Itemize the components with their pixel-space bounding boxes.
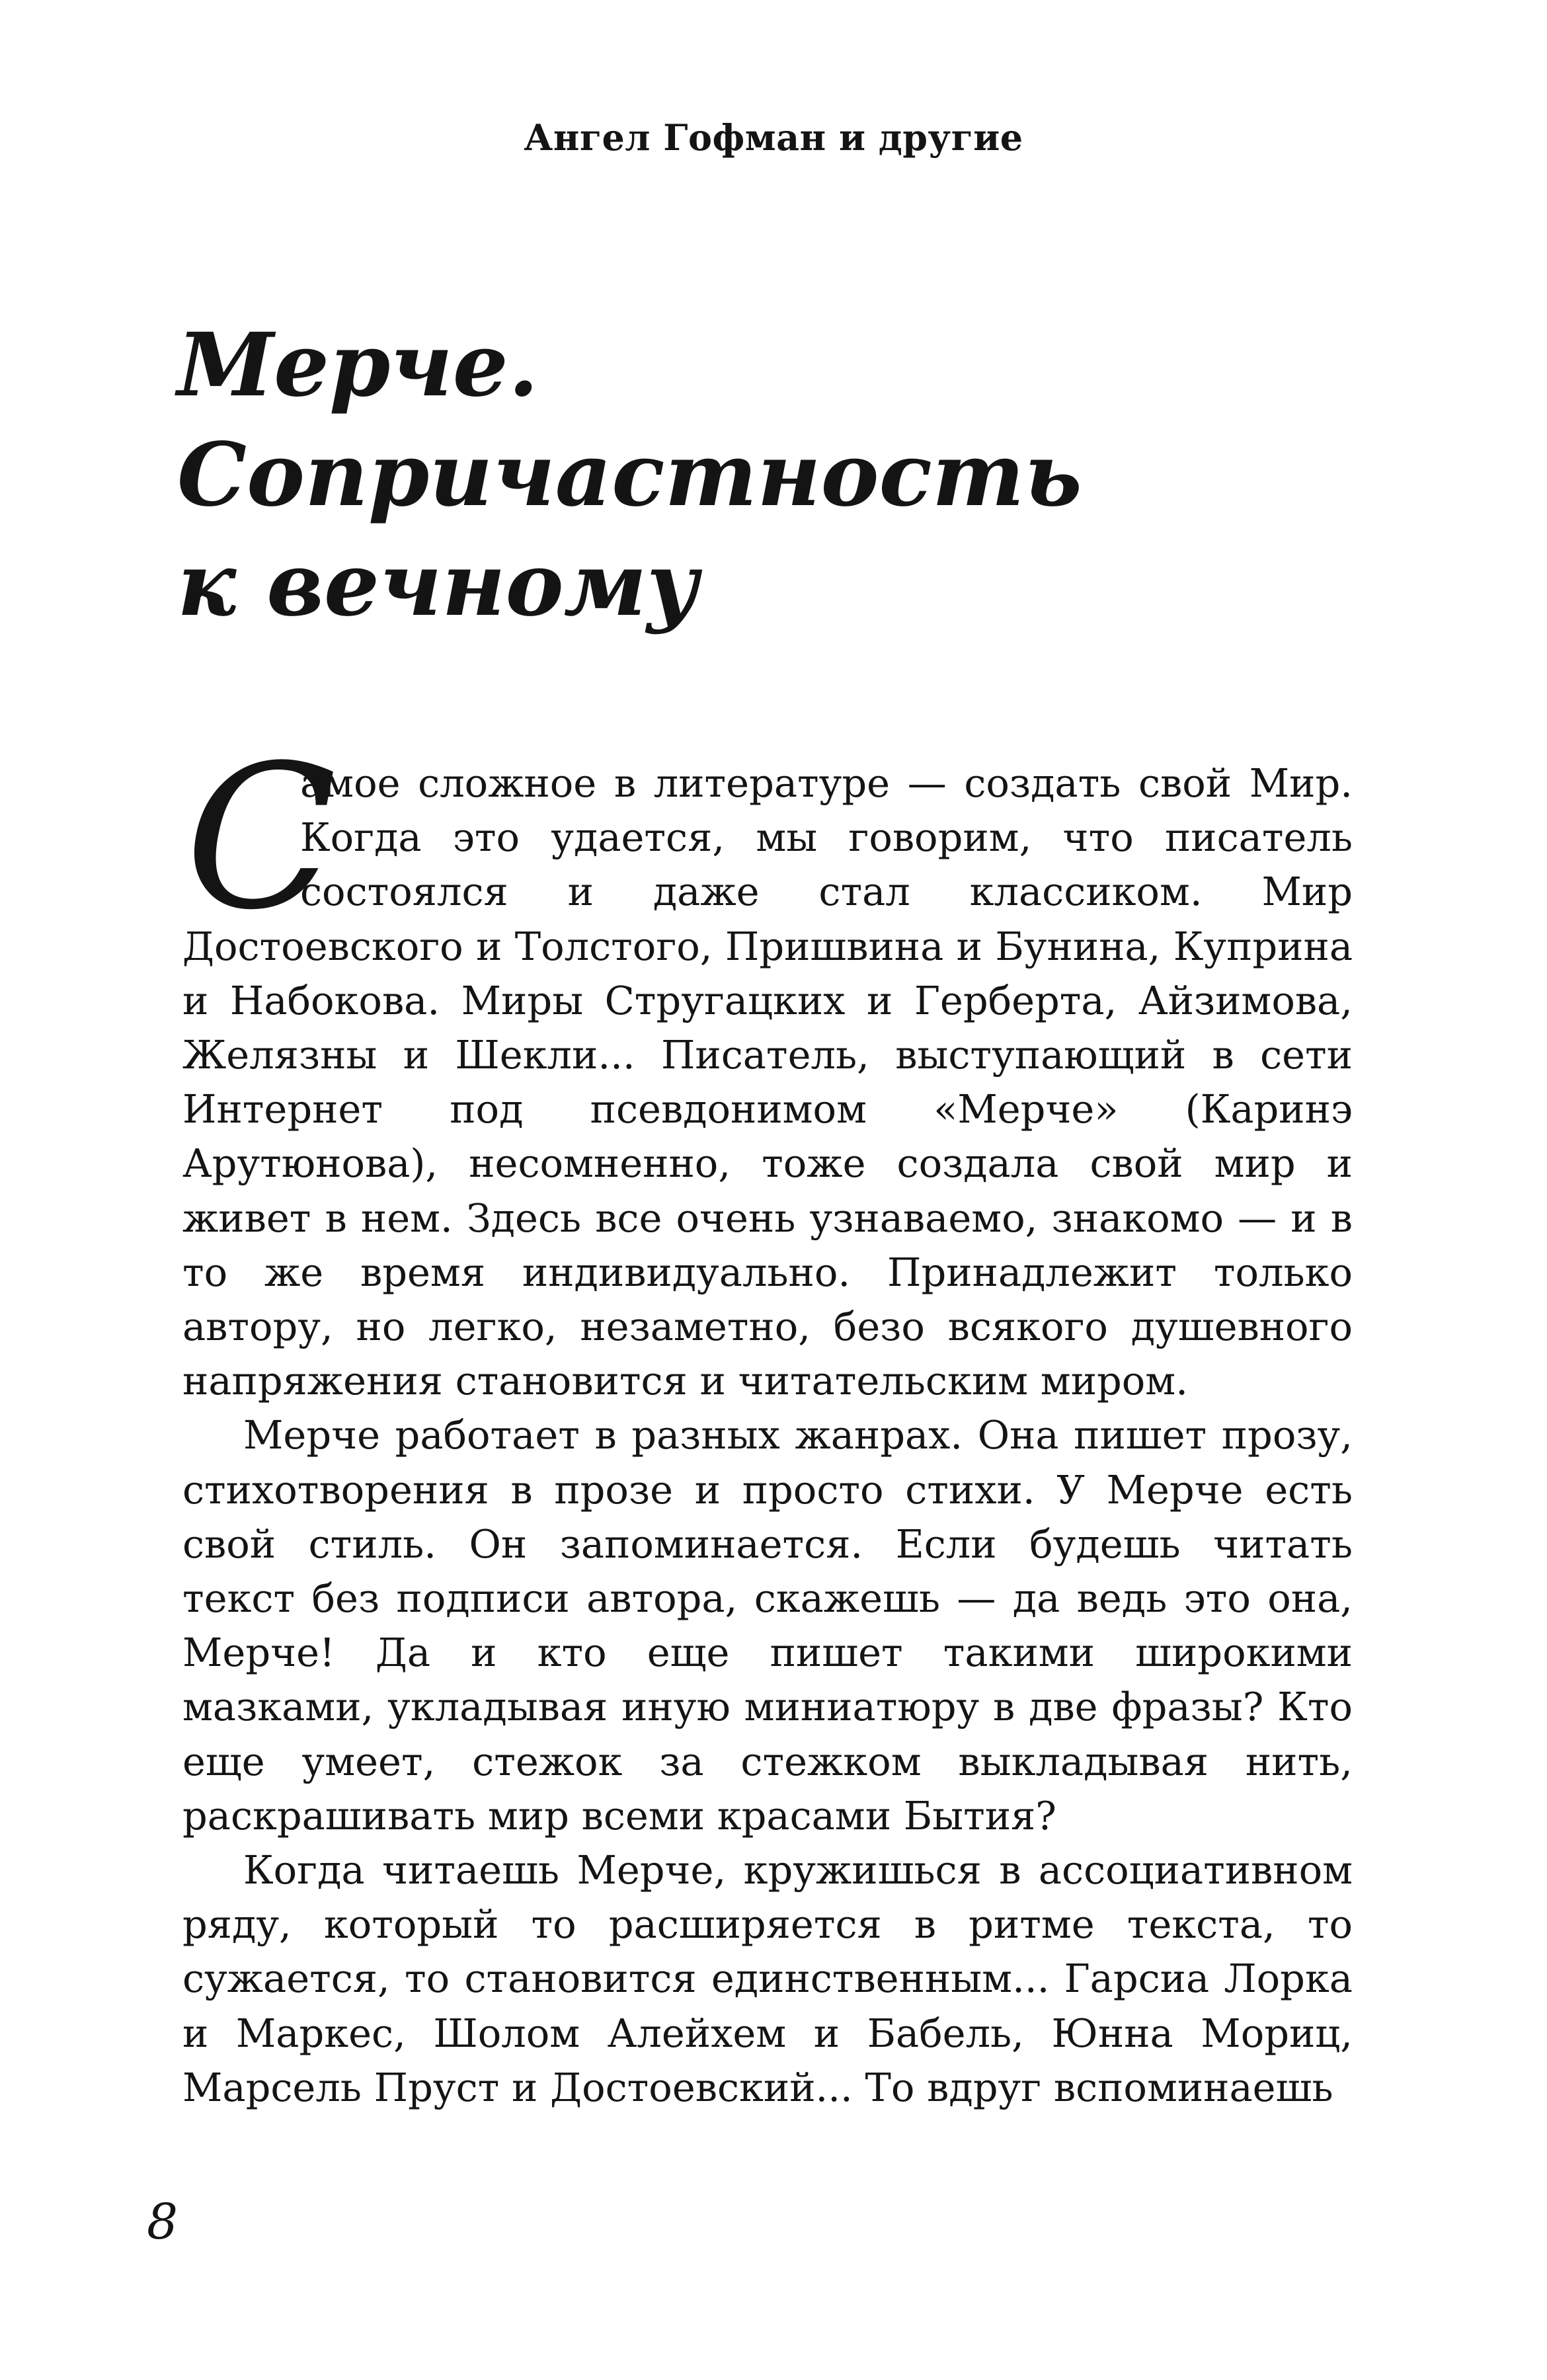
chapter-title-line-1: Мерче. — [177, 314, 539, 416]
chapter-title-line-2: Сопричастность — [177, 424, 1082, 526]
page-number: 8 — [147, 2194, 178, 2250]
paragraph-2: Мерче работает в разных жанрах. Она пишет прозу, стихотворения в прозе и просто стихи. У Мерче есть свой стиль. Он запоминается. Если будешь читать текст без подписи автора, скажешь — да ведь это она, Мерче! Да и кто еще пишет такими широкими мазками, укладывая иную миниатюру в две фразы? Кто еще умеет, стежок за стежком выкладывая нить, раскрашивать мир всеми красами Бытия? — [182, 1412, 1353, 1839]
chapter-title-line-3: к вечному — [177, 534, 699, 636]
paragraph-1-text: амое сложное в литературе — создать свой Мир. Когда это удается, мы говорим, что писатель состоялся и даже стал классиком. Мир Достоевского и Толстого, Пришвина и Бунина, Куприна и Набокова. Миры Стругацких и Герберта, Айзимова, Желязны и Шекли... Писатель, выступающий в сети Интернет под псевдонимом «Мерче» (Каринэ Арутюнова), несомненно, тоже создала свой мир и живет в нем. Здесь все очень узнаваемо, знакомо — и в то же время индивидуально. Принадлежит только автору, но легко, незаметно, безо всякого душевного напряжения становится и читательским миром. — [182, 760, 1353, 1404]
drop-cap: С — [185, 723, 337, 953]
paragraph-1 — [182, 723, 1353, 1408]
chapter-title — [177, 311, 1082, 640]
body-text — [182, 723, 1353, 2115]
paragraph-3: Когда читаешь Мерче, кружишься в ассоциативном ряду, который то расширяется в ритме текста, то сужается, то становится единственным... Гарсиа Лорка и Маркес, Шолом Алейхем и Бабель, Юнна Мориц, Марсель Пруст и Достоевский... То вдруг вспоминаешь — [182, 1847, 1353, 2110]
running-header: Ангел Гофман и другие — [524, 116, 1023, 159]
